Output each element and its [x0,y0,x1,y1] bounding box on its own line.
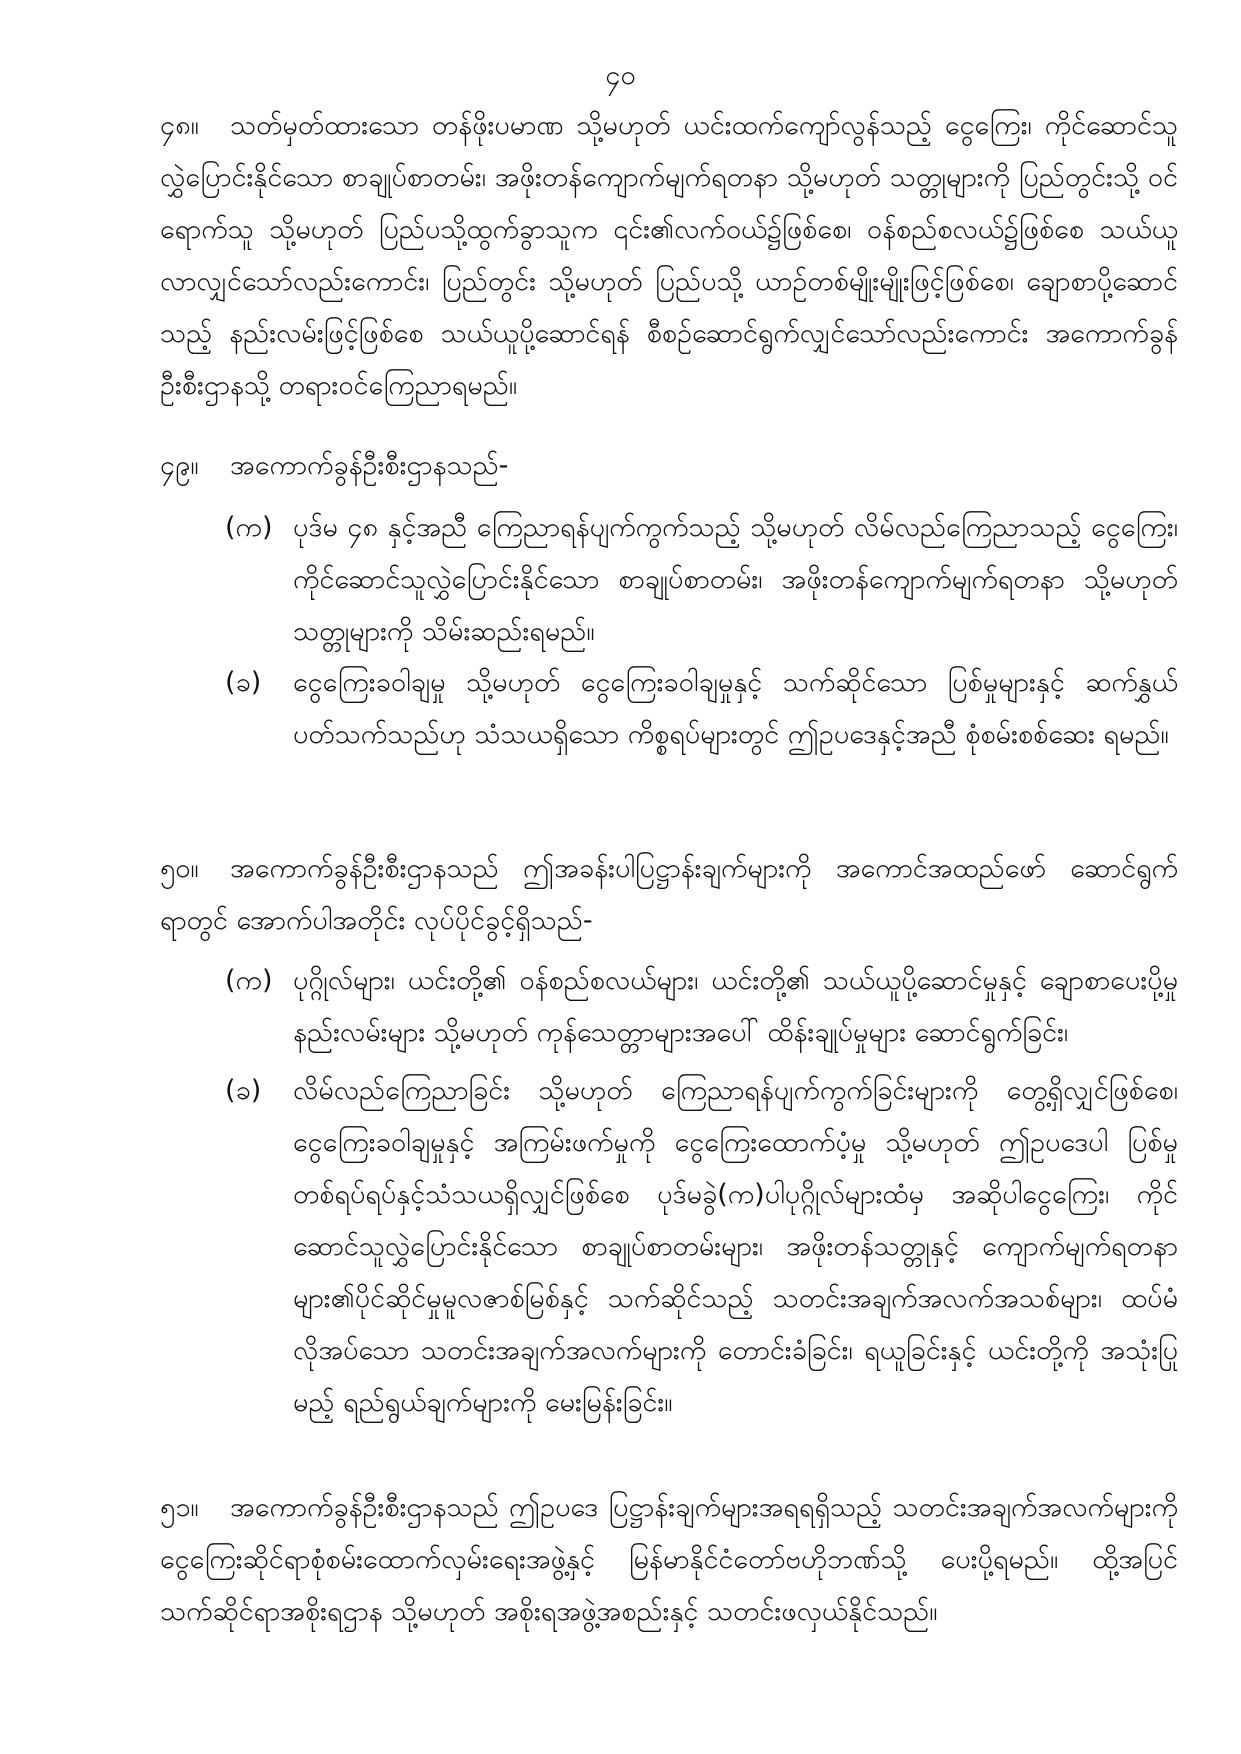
section-51 [160,1482,1178,1638]
section-number: ၅၁။ [160,1492,199,1523]
clause-text: ငွေကြေးခဝါချမှု သို့မဟုတ် ငွေကြေးခဝါချမှုနှင့် သက်ဆိုင်သော ပြစ်မှုများနှင့် ဆက်နွှယ် ပတ်သက်သည်ဟု သံသယရှိသော ကိစ္စရပ်များတွင် ဤဥပဒေနှင့်အညီ စုံစမ်းစစ်ဆေး ရမည်။ [293,667,1178,750]
section-text: အကောက်ခွန်ဦးစီးဌာနသည် ဤအခန်းပါပြဋ္ဌာန်းချက်များကို အကောင်အထည်ဖော် ဆောင်ရွက်ရာတွင် အောက်ပါအတိုင်း လုပ်ပိုင်ခွင့်ရှိသည်- [160,853,1178,936]
clause-label: (ခ) [225,1075,262,1106]
clause-label: (က) [225,512,273,543]
section-number: ၅၀။ [160,853,199,884]
section-50 [160,843,1178,947]
section-text: အကောက်ခွန်ဦးစီးဌာနသည်- [230,450,509,481]
section-49-clause-ka [225,502,1178,658]
section-50-clause-ka [225,955,1178,1059]
page-number: ၄၀ [605,60,636,91]
section-number: ၄၉။ [160,450,199,481]
clause-label: (က) [225,965,273,996]
clause-text: ပုဒ်မ ၄၈ နှင့်အညီ ကြေညာရန်ပျက်ကွက်သည့် သို့မဟုတ် လိမ်လည်ကြေညာသည့် ငွေကြေး၊ ကိုင်ဆောင်သူလွှဲပြောင်းနိုင်သော စာချုပ်စာတမ်း၊ အဖိုးတန်ကျောက်မျက်ရတနာ သို့မဟုတ် သတ္တုများကို သိမ်းဆည်းရမည်။ [293,512,1178,647]
clause-label: (ခ) [225,667,262,698]
section-text: သတ်မှတ်ထားသော တန်ဖိုးပမာဏ သို့မဟုတ် ယင်းထက်ကျော်လွန်သည့် ငွေကြေး၊ ကိုင်ဆောင်သူလွှဲပြောင်းနိုင်သော စာချုပ်စာတမ်း၊ အဖိုးတန်ကျောက်မျက်ရတနာ သို့မဟုတ် သတ္တုများကို ပြည်တွင်းသို့ ဝင်ရောက်သူ သို့မဟုတ် ပြည်ပသို့ထွက်ခွာသူက ၎င်း၏လက်ဝယ်၌ဖြစ်စေ၊ ဝန်စည်စလယ်၌ဖြစ်စေ သယ်ယူလာလျှင်သော်လည်းကောင်း၊ ပြည်တွင်း သို့မဟုတ် ပြည်ပသို့ ယာဉ်တစ်မျိုးမျိုးဖြင့်ဖြစ်စေ၊ ချောစာပို့ဆောင်သည့် နည်းလမ်းဖြင့်ဖြစ်စေ သယ်ယူပို့ဆောင်ရန် စီစဉ်ဆောင်ရွက်လျှင်သော်လည်းကောင်း အကောက်ခွန်ဦးစီးဌာနသို့ တရားဝင်ကြေညာရမည်။ [160,110,1178,401]
clause-text: လိမ်လည်ကြေညာခြင်း သို့မဟုတ် ကြေညာရန်ပျက်ကွက်ခြင်းများကို တွေ့ရှိလျှင်ဖြစ်စေ၊ ငွေကြေးခဝါချမှုနှင့် အကြမ်းဖက်မှုကို ငွေကြေးထောက်ပံ့မှု သို့မဟုတ် ဤဥပဒေပါ ပြစ်မှုတစ်ရပ်ရပ်နှင့်သံသယရှိလျှင်ဖြစ်စေ ပုဒ်မခွဲ(က)ပါပုဂ္ဂိုလ်များထံမှ အဆိုပါငွေကြေး၊ ကိုင်ဆောင်သူလွှဲပြောင်းနိုင်သော စာချုပ်စာတမ်းများ၊ အဖိုးတန်သတ္တုနှင့် ကျောက်မျက်ရတနာများ၏ပိုင်ဆိုင်မှုမူလဇာစ်မြစ်နှင့် သက်ဆိုင်သည့် သတင်းအချက်အလက်အသစ်များ၊ ထပ်မံလိုအပ်သော သတင်းအချက်အလက်များကို တောင်းခံခြင်း၊ ရယူခြင်းနှင့် ယင်းတို့ကို အသုံးပြုမည့် ရည်ရွယ်ချက်များကို မေးမြန်းခြင်း။ [293,1075,1178,1418]
clause-text: ပုဂ္ဂိုလ်များ၊ ယင်းတို့၏ ဝန်စည်စလယ်များ၊ ယင်းတို့၏ သယ်ယူပို့ဆောင်မှုနှင့် ချောစာပေးပို့မှုနည်းလမ်းများ သို့မဟုတ် ကုန်သေတ္တာများအပေါ် ထိန်းချုပ်မှုများ ဆောင်ရွက်ခြင်း၊ [293,965,1178,1048]
section-49 [160,440,1178,492]
section-50-clause-kha [225,1065,1178,1429]
section-48 [160,100,1178,412]
section-49-clause-kha [225,657,1178,761]
section-number: ၄၈။ [160,110,199,141]
section-text: အကောက်ခွန်ဦးစီးဌာနသည် ဤဥပဒေ ပြဋ္ဌာန်းချက်များအရရရှိသည့် သတင်းအချက်အလက်များကို ငွေကြေးဆိုင်ရာစုံစမ်းထောက်လှမ်းရေးအဖွဲ့နှင့် မြန်မာနိုင်ငံတော်ဗဟိုဘဏ်သို့ ပေးပို့ရမည်။ ထို့အပြင် သက်ဆိုင်ရာအစိုးရဌာန သို့မဟုတ် အစိုးရအဖွဲ့အစည်းနှင့် သတင်းဖလှယ်နိုင်သည်။ [160,1492,1178,1627]
